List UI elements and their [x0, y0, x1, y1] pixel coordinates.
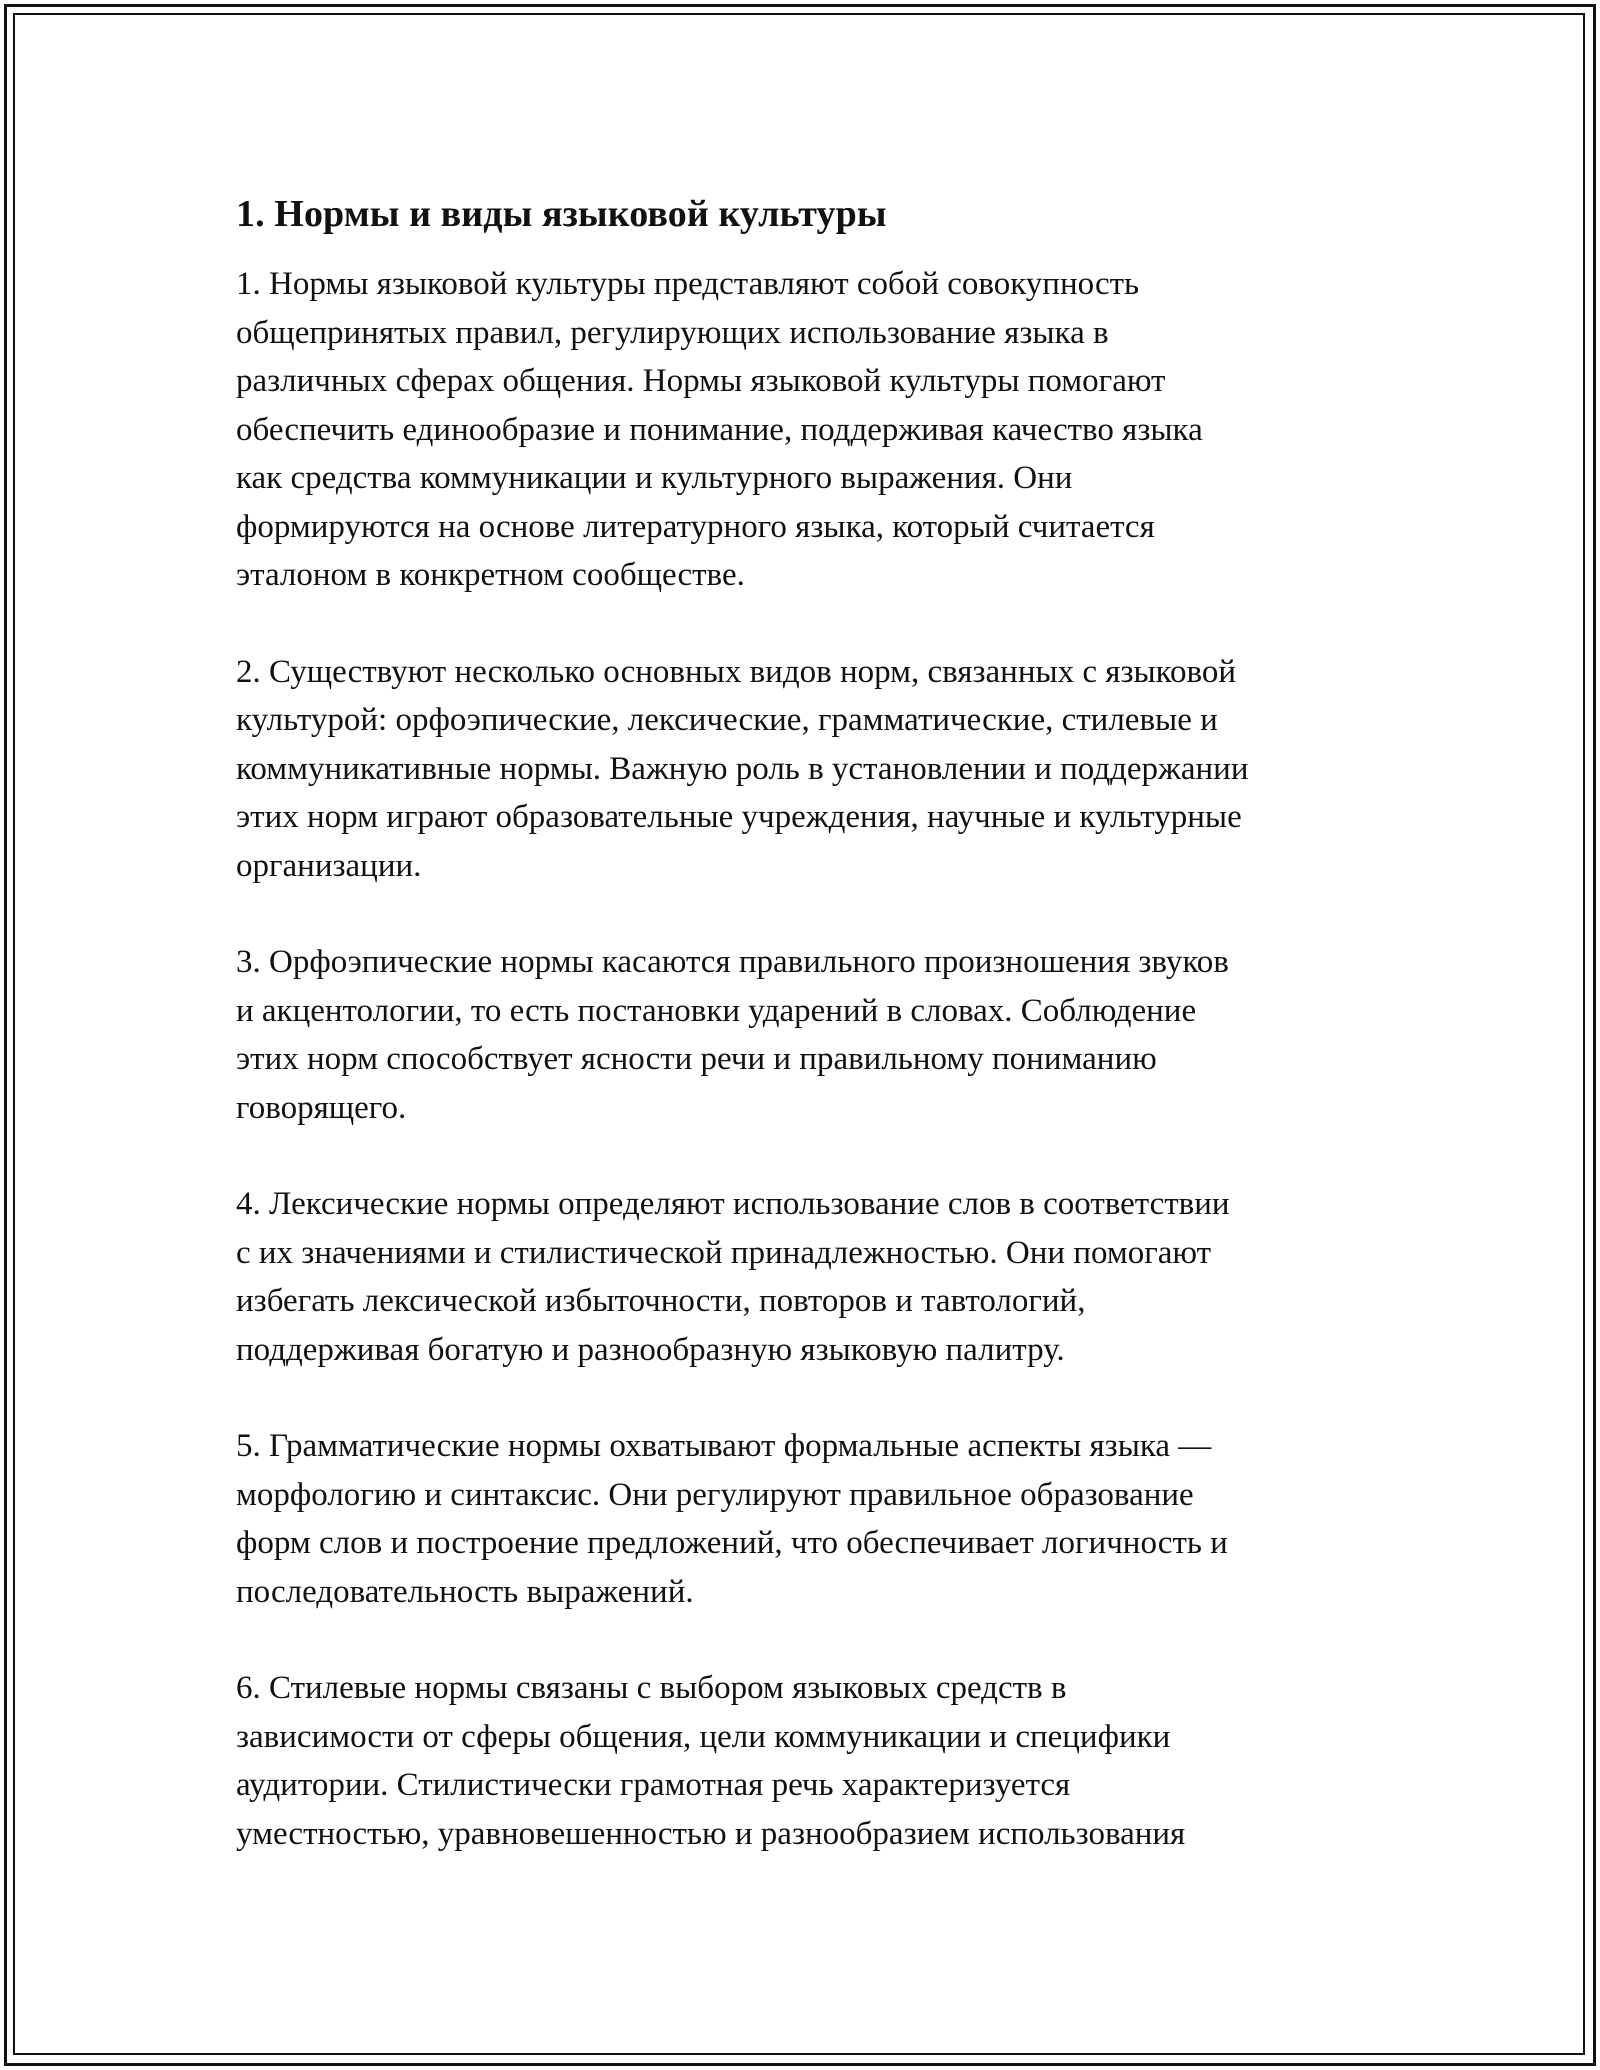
paragraph-1: 1. Нормы языковой культуры представляют собой совокупность общепринятых правил, регулирующих использование языка в различных сферах общения. Нормы языковой культуры помогают обеспечить единообразие и понимание, поддерживая качество языка как средства коммуникации и культурного выражения. Они формируются на основе литературного языка, который считается эталоном в конкретном сообществе. [236, 266, 1203, 593]
document-body [236, 186, 1396, 1906]
paragraph-3: 3. Орфоэпические нормы касаются правильного произношения звуков и акцентологии, то есть постановки ударений в словах. Соблюдение этих норм способствует ясности речи и правильному пониманию говорящего. [236, 944, 1229, 1126]
paragraph-6: 6. Стилевые нормы связаны с выбором языковых средств в зависимости от сферы общения, цели коммуникации и специфики аудитории. Стилистически грамотная речь характеризуется уместностью, уравновешенностью и разнообразием использования [236, 1670, 1186, 1852]
paragraph-4: 4. Лексические нормы определяют использование слов в соответствии с их значениями и стилистической принадлежностью. Они помогают избегать лексической избыточности, повторов и тавтологий, поддерживая богатую и разнообразную языковую палитру. [236, 1186, 1230, 1368]
paragraph-5: 5. Грамматические нормы охватывают формальные аспекты языка — морфологию и синтаксис. Они регулируют правильное образование форм слов и построение предложений, что обеспечивает логичность и последовательность выражений. [236, 1428, 1228, 1610]
section-heading: 1. Нормы и виды языковой культуры [236, 193, 887, 235]
paragraph-2: 2. Существуют несколько основных видов норм, связанных с языковой культурой: орфоэпические, лексические, грамматические, стилевые и коммуникативные нормы. Важную роль в установлении и поддержании этих норм играют образовательные учреждения, научные и культурные организации. [236, 653, 1249, 884]
